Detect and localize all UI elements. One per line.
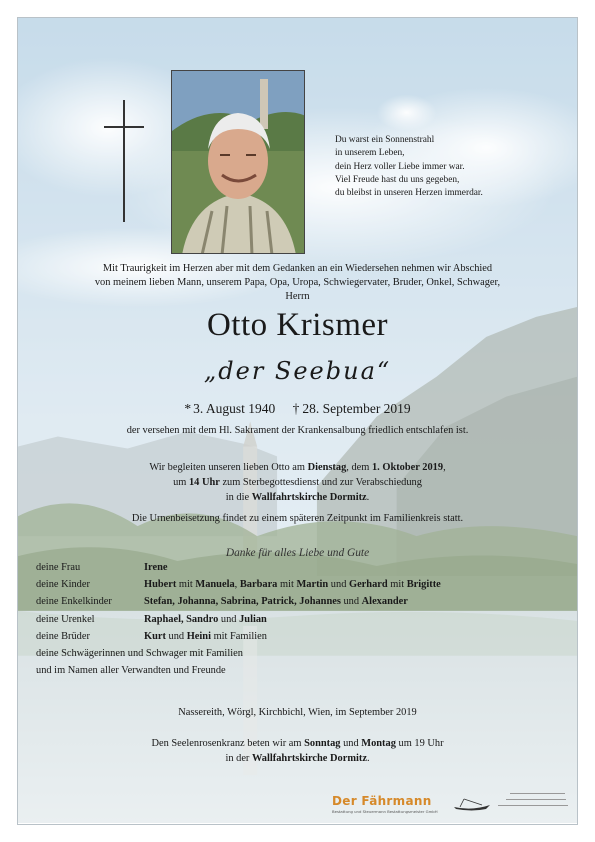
- place-and-date: Nassereith, Wörgl, Kirchbichl, Wien, im September 2019: [178, 707, 417, 718]
- service-announcement: Wir begleiten unseren lieben Otto am Dienstag, dem 1. Oktober 2019, um 14 Uhr zum Sterbegottesdienst und zur Verabschiedung in die Wallfahrtskirche Dormitz.: [149, 462, 446, 503]
- intro-text: [17, 262, 578, 305]
- birth-star-icon: *: [184, 401, 192, 416]
- life-dates: [17, 400, 578, 418]
- deceased-name: Otto Krismer: [206, 307, 389, 343]
- logo-title: Der Fährmann: [332, 794, 432, 808]
- poem-line: Du warst ein Sonnenstrahl: [335, 135, 435, 145]
- rosary-announcement: Den Seelenrosenkranz beten wir am Sonntag und Montag um 19 Uhr in der Wallfahrtskirche Dormitz.: [151, 738, 444, 764]
- birth-date: * 3. August 1940: [184, 401, 276, 416]
- intro-line: Mit Traurigkeit im Herzen aber mit dem Gedanken an ein Wiedersehen nehmen wir Abschied: [102, 263, 493, 274]
- intro-line: von meinem lieben Mann, unserem Papa, Opa, Uropa, Schwiegervater, Bruder, Onkel, Schwager,: [94, 277, 501, 289]
- contact-info: [492, 788, 572, 806]
- death-cross-icon: †: [292, 401, 300, 416]
- logo-subtitle: Bestattung und Steuermann Bestattungsmeister GmbH: [332, 809, 438, 814]
- poem-line: Viel Freude hast du uns gegeben,: [335, 174, 460, 185]
- urn-burial-text: Die Urnenbeisetzung findet zu einem späteren Zeitpunkt im Familienkreis statt.: [131, 513, 464, 524]
- cross-icon: [104, 100, 144, 222]
- poem-line: in unserem Leben,: [335, 148, 405, 159]
- poem: [335, 134, 575, 200]
- sacrament-text: der versehen mit dem Hl. Sakrament der Krankensalbung friedlich entschlafen ist.: [126, 425, 469, 436]
- funeral-home-logo: [332, 794, 452, 814]
- portrait-photo: [171, 70, 305, 254]
- poem-line: du bleibst in unseren Herzen immerdar.: [335, 188, 483, 199]
- death-date: † 28. September 2019: [292, 401, 411, 416]
- thanks-text: Danke für alles Liebe und Gute: [225, 547, 370, 559]
- boat-icon: [452, 795, 492, 813]
- poem-line: dein Herz voller Liebe immer war.: [335, 161, 465, 172]
- intro-line: Herrn: [285, 291, 310, 303]
- obituary-card: [17, 17, 578, 825]
- nickname: „der Seebua“: [203, 357, 392, 385]
